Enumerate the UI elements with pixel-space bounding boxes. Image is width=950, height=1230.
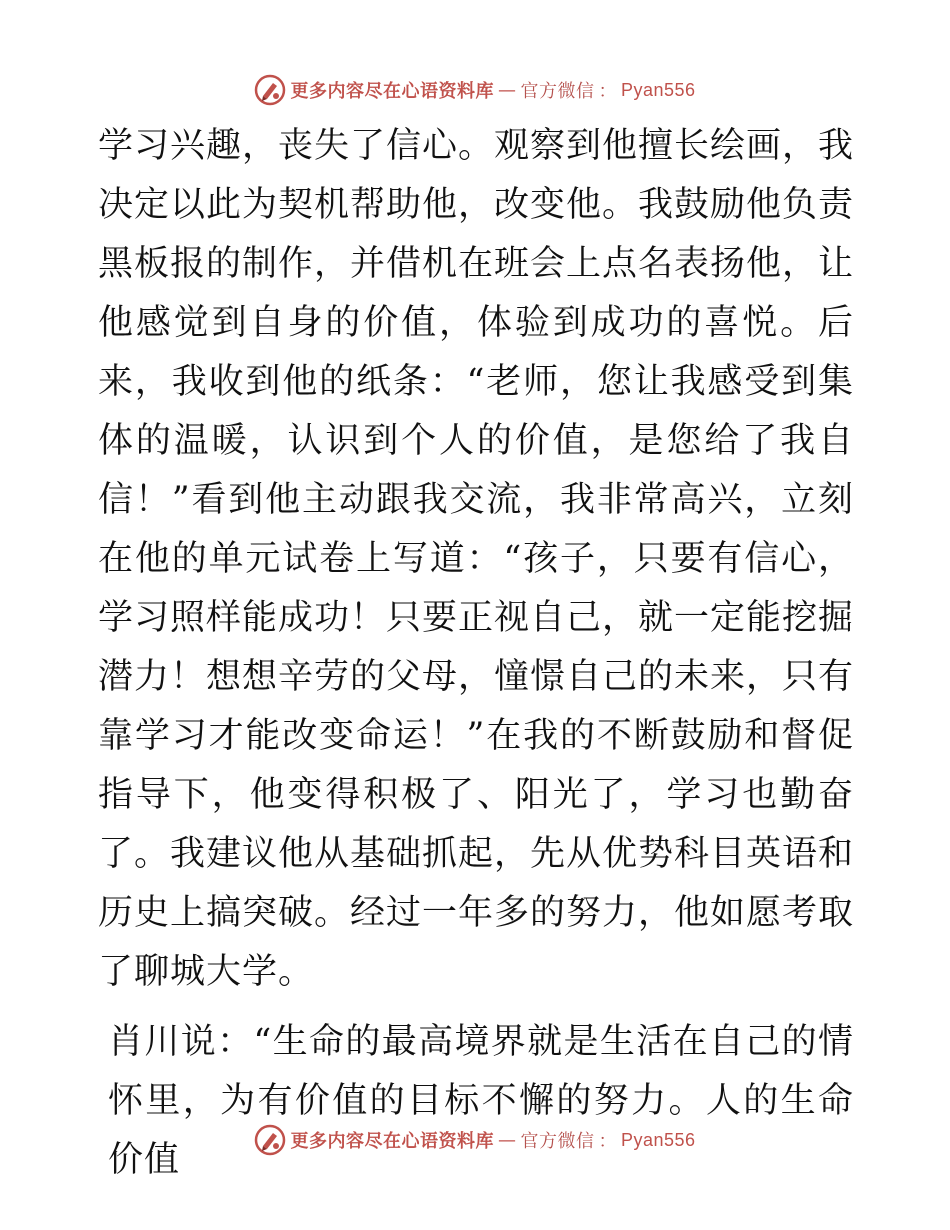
watermark-separator: ：	[598, 81, 617, 102]
watermark-brand: 更多内容尽在心语资料库	[290, 1131, 494, 1152]
watermark-wechat-id: Pyan556	[620, 1129, 696, 1150]
watermark-brand: 更多内容尽在心语资料库	[290, 81, 494, 102]
header-watermark	[0, 70, 950, 110]
body-paragraph: 学习兴趣，丧失了信心。观察到他擅长绘画，我决定以此为契机帮助他，改变他。我鼓励他负责黑板报的制作，并借机在班会上点名表扬他，让他感觉到自身的价值，体验到成功的喜悦。后来，我收到他的纸条：“老师，您让我感受到集体的温暖，认识到个人的价值，是您给了我自信！”看到他主动跟我交流，我非常高兴，立刻在他的单元试卷上写道：“孩子，只要有信心，学习照样能成功！只要正视自己，就一定能挖掘潜力！想想辛劳的父母，憧憬自己的未来，只有靠学习才能改变命运！”在我的不断鼓励和督促指导下，他变得积极了、阳光了，学习也勤奋了。我建议他从基础抓起，先从优势科目英语和历史上搞突破。经过一年多的努力，他如愿考取了聊城大学。	[98, 126, 855, 992]
footer-watermark	[0, 1120, 950, 1160]
body-paragraph: 肖川说：“生命的最高境界就是生活在自己的情怀里，为有价值的目标不懈的努力。人的生命价值	[108, 1022, 854, 1180]
pen-logo-icon	[254, 74, 286, 106]
watermark-wechat-id: Pyan556	[620, 79, 696, 100]
watermark-dash: —	[497, 1129, 517, 1151]
watermark-separator: ：	[598, 1131, 617, 1152]
pen-logo-icon	[254, 1124, 286, 1156]
watermark-dash: —	[497, 79, 517, 101]
document-body	[98, 117, 854, 1190]
watermark-wechat-label: 官方微信	[520, 81, 595, 102]
watermark-wechat-label: 官方微信	[520, 1131, 595, 1152]
